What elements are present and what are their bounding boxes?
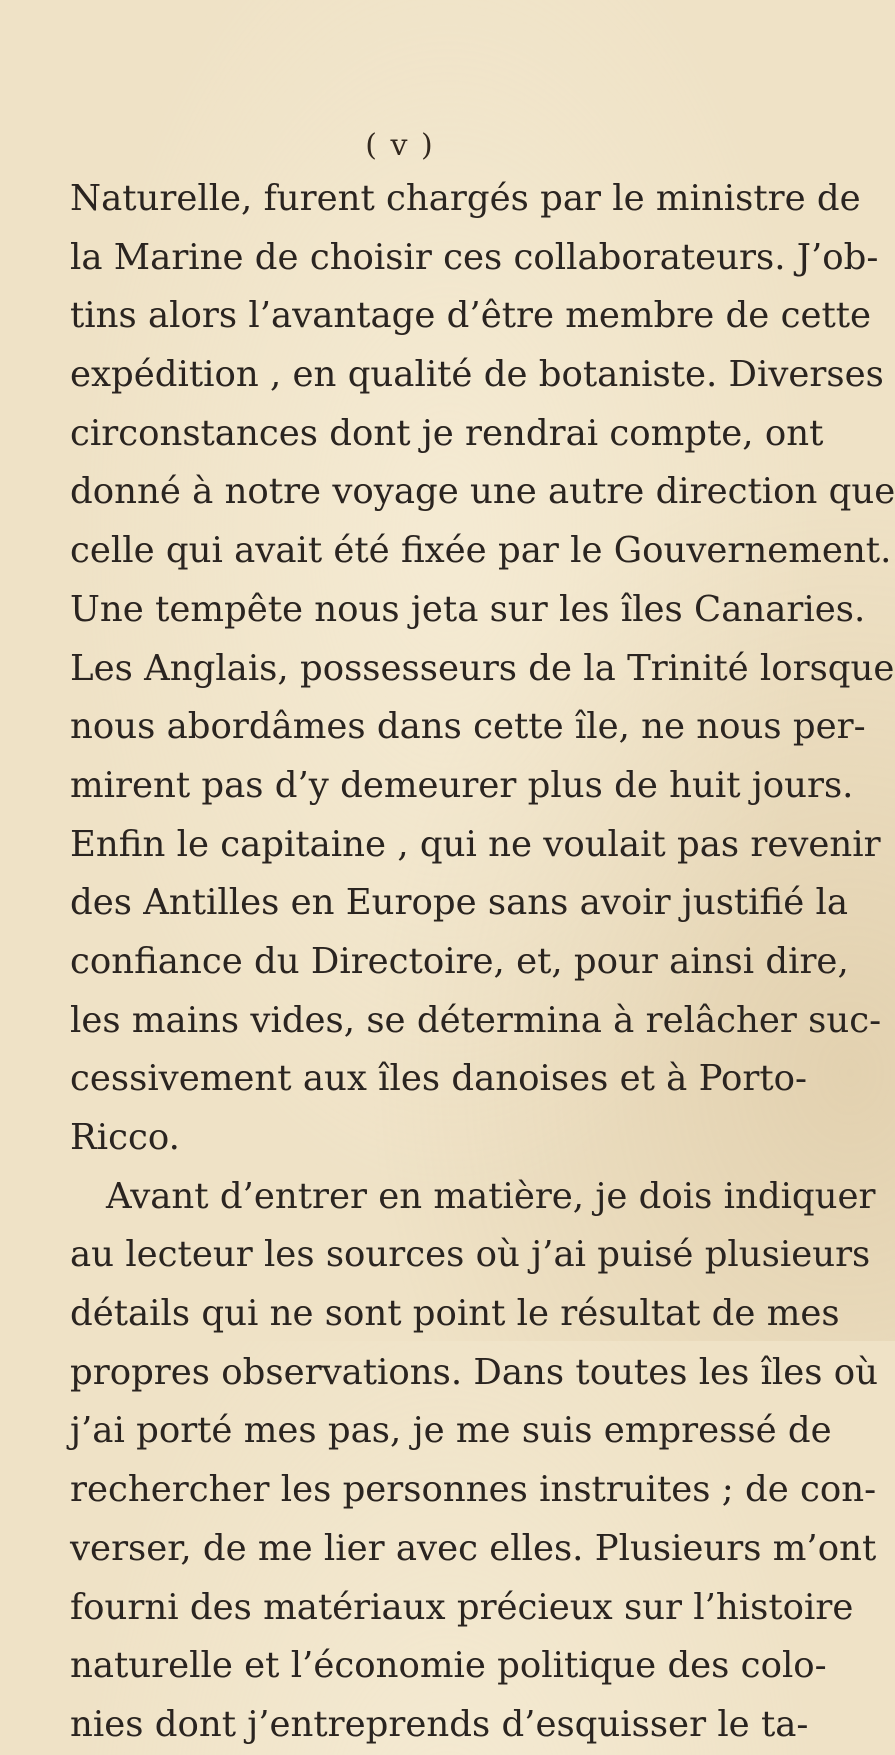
text-line: Ricco.	[70, 1117, 180, 1158]
text-line: naturelle et l’économie politique des colo-	[70, 1645, 827, 1687]
text-line: mirent pas d’y demeurer plus de huit jours.	[70, 764, 854, 806]
text-line: Avant d’entrer en matière, je dois indiquer	[106, 1175, 876, 1217]
text-line: confiance du Directoire, et, pour ainsi dire,	[70, 940, 849, 982]
text-line: j’ai porté mes pas, je me suis empressé de	[70, 1410, 832, 1452]
text-line: verser, de me lier avec elles. Plusieurs m’ont	[70, 1527, 877, 1569]
text-line: la Marine de choisir ces collaborateurs. J’ob-	[70, 236, 879, 278]
text-line: nous abordâmes dans cette île, ne nous per-	[70, 706, 866, 748]
page-number-header: ( v )	[365, 128, 435, 163]
text-line: rechercher les personnes instruites ; de con-	[70, 1469, 877, 1511]
text-line: nies dont j’entreprends d’esquisser le ta-	[70, 1703, 809, 1745]
text-line: détails qui ne sont point le résultat de mes	[70, 1293, 840, 1335]
text-line: tins alors l’avantage d’être membre de cette	[70, 295, 872, 337]
text-line: propres observations. Dans toutes les îles où	[70, 1351, 879, 1393]
text-line: circonstances dont je rendrai compte, ont	[70, 412, 824, 454]
text-line: les mains vides, se détermina à relâcher suc-	[70, 999, 882, 1041]
text-line: Une tempête nous jeta sur les îles Canaries.	[70, 588, 866, 630]
text-line: Les Anglais, possesseurs de la Trinité lorsque	[70, 647, 895, 689]
text-line: Naturelle, furent chargés par le ministre de	[70, 178, 861, 219]
text-line: cessivement aux îles danoises et à Porto-	[70, 1058, 808, 1100]
body-text	[70, 170, 895, 1755]
text-line: expédition , en qualité de botaniste. Diverses	[70, 354, 884, 396]
text-line: donné à notre voyage une autre direction que	[70, 471, 895, 513]
text-line: au lecteur les sources où j’ai puisé plusieurs	[70, 1234, 871, 1276]
text-line: fourni des matériaux précieux sur l’histoire	[70, 1586, 854, 1628]
text-line: celle qui avait été fixée par le Gouvernement.	[70, 530, 892, 572]
text-line: Enfin le capitaine , qui ne voulait pas revenir	[70, 823, 881, 865]
text-line: des Antilles en Europe sans avoir justifié la	[70, 882, 849, 924]
